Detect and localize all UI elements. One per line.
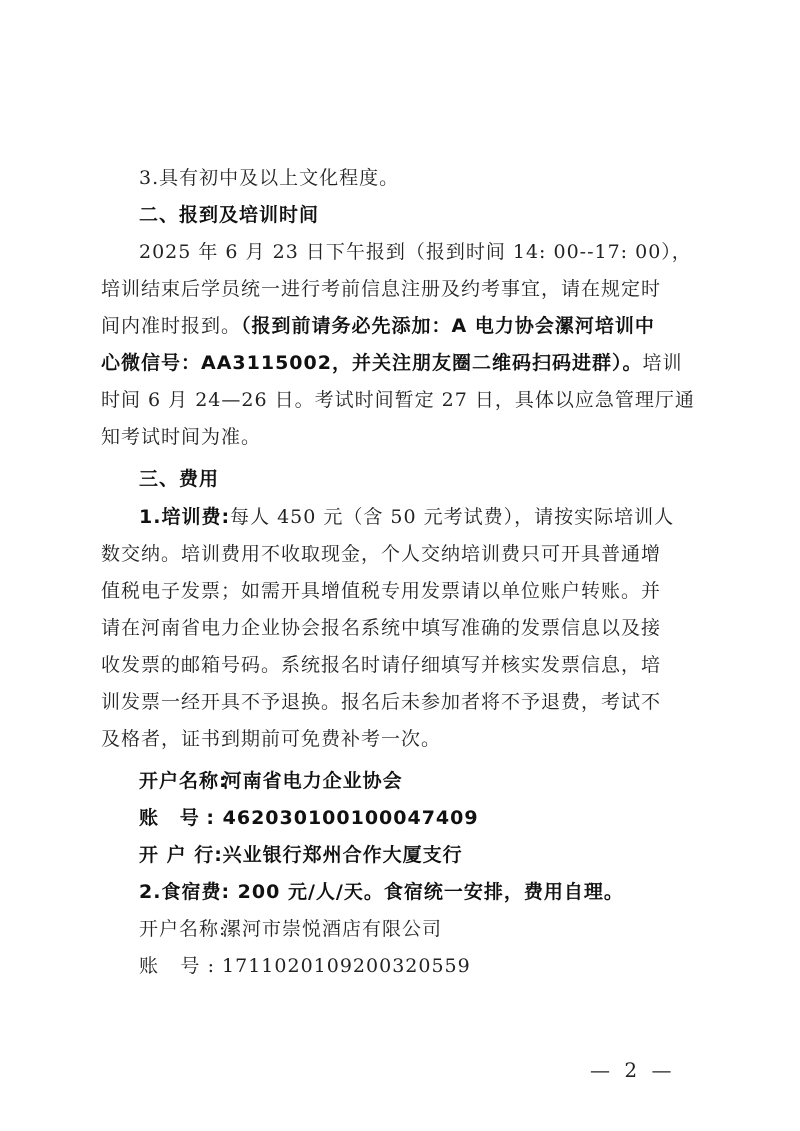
section-2-line-3 xyxy=(101,308,701,345)
training-fee-label: 1.培训费: xyxy=(139,506,231,528)
training-fee-line-1 xyxy=(101,499,701,536)
training-fee-line-6: 训发票一经开具不予退换。报名后未参加者将不予退费，考试不 xyxy=(101,691,662,713)
account-2-number-value: 171102010920032055​9 xyxy=(222,955,471,977)
account-2-name-value: 漯河市崇悦酒店有限公司 xyxy=(222,918,443,940)
training-fee-line-4: 请在河南省电力企业协会报名系统中填写准确的发票信息以及接 xyxy=(101,617,662,639)
training-fee-paragraph xyxy=(101,499,701,758)
account-1-name-row xyxy=(101,763,701,800)
section-2-line-4-bold: 心微信号：AA3115002，并关注朋友圈二维码扫码进群）。 xyxy=(101,352,643,374)
training-fee-line-1-text: 每人 450 元（含 50 元考试费），请按实际培训人 xyxy=(230,506,675,528)
account-1-name-label: 开户名称: xyxy=(139,770,228,792)
board-fee-label: 2.食宿费: xyxy=(139,881,231,903)
section-2-line-4 xyxy=(101,345,701,382)
training-fee-line-7: 及格者，证书到期前可免费补考一次。 xyxy=(101,728,442,750)
account-1-bank-label: 开 户 行: xyxy=(139,844,223,866)
account-2-number-label: 账 号: xyxy=(139,955,215,977)
section-2-line-3-normal: 间内准时报到。 xyxy=(101,315,242,337)
page-number: — 2 — xyxy=(590,1058,676,1082)
account-1-number-value: 462030100100047409 xyxy=(222,807,479,829)
hotel-account-block xyxy=(101,911,701,985)
training-fee-line-5: 收发票的邮箱号码。系统报名时请仔细填写并核实发票信息，培 xyxy=(101,654,662,676)
section-2-line-4-normal: 培训 xyxy=(642,352,683,374)
account-2-number-row xyxy=(101,948,701,985)
section-2-line-3-bold: （报到前请务必先添加：A 电力协会漯河培训中 xyxy=(241,315,655,337)
account-1-bank-value: 兴业银行郑州合作大厦支行 xyxy=(222,844,463,866)
board-fee-paragraph xyxy=(101,874,701,911)
account-2-name-label: 开户名称: xyxy=(139,918,227,940)
training-fee-line-2: 数交纳。培训费用不收取现金，个人交纳培训费只可开具普通增 xyxy=(101,543,662,565)
board-fee-line xyxy=(101,874,701,911)
requirement-item-3-text: 3.具有初中及以上文化程度。 xyxy=(139,167,400,189)
section-2-heading-text: 二、报到及培训时间 xyxy=(139,204,320,226)
section-2-line-2: 培训结束后学员统一进行考前信息注册及约考事宜，请在规定时 xyxy=(101,278,662,300)
requirement-item-3 xyxy=(101,160,701,197)
board-fee-text: 200 元/人/天。食宿统一安排，费用自理。 xyxy=(237,881,624,903)
section-2-line-5: 时间 6 月 24—26 日。考试时间暂定 27 日，具体以应急管理厅通 xyxy=(101,389,695,411)
account-2-name-row xyxy=(101,911,701,948)
section-2-body xyxy=(101,234,701,456)
account-1-number-row xyxy=(101,800,701,837)
section-3-heading-text: 三、费用 xyxy=(139,468,220,490)
association-account-block xyxy=(101,763,701,874)
account-1-number-label: 账 号: xyxy=(139,807,215,829)
section-3-heading xyxy=(101,461,701,498)
section-2-heading xyxy=(101,197,701,234)
section-2-line-1: 2025 年 6 月 23 日下午报到（报到时间 14: 00--17: 00）， xyxy=(139,241,692,263)
section-2-line-6: 知考试时间为准。 xyxy=(101,426,262,448)
account-1-name-value: 河南省电力企业协会 xyxy=(222,770,403,792)
training-fee-line-3: 值税电子发票；如需开具增值税专用发票请以单位账户转账。并 xyxy=(101,580,662,602)
account-1-bank-row xyxy=(101,837,701,874)
